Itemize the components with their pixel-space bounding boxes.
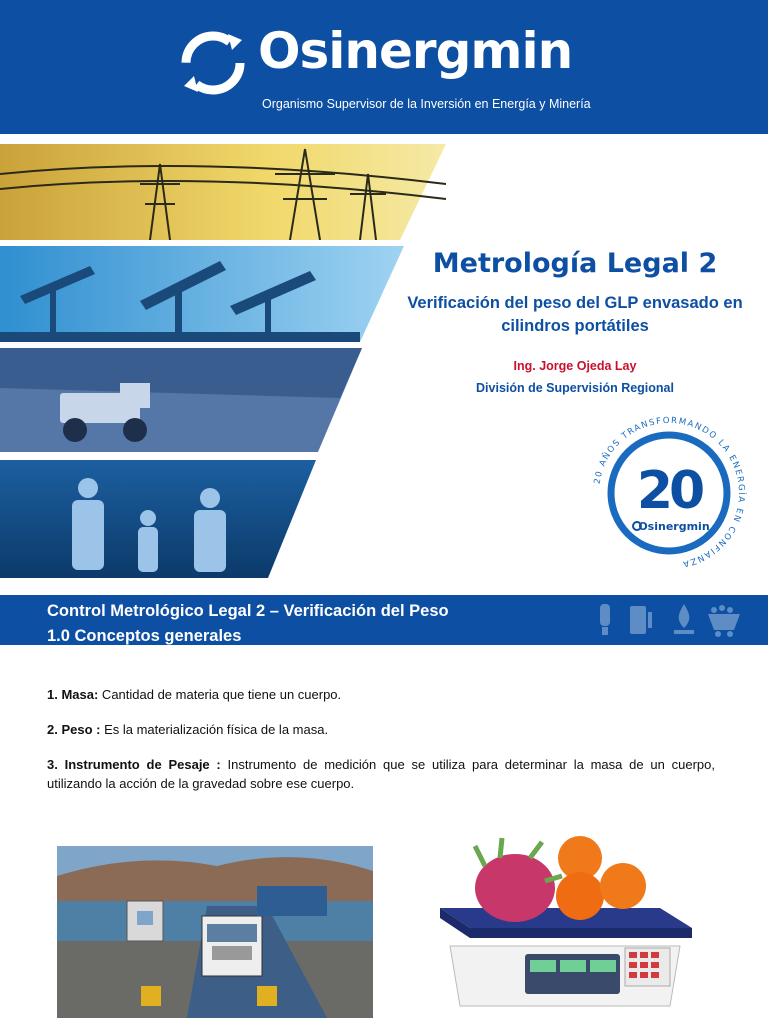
header-bar	[0, 0, 768, 134]
author-name: Ing. Jorge Ojeda Lay	[513, 359, 637, 373]
division-name: División de Supervisión Regional	[476, 381, 674, 395]
banner-oil-photo	[0, 246, 404, 342]
lightbulb-icon	[600, 604, 610, 635]
definition-item: 2. Peso : Es la materialización física de la masa.	[47, 721, 329, 737]
truck-weighbridge-photo	[57, 846, 373, 1018]
page-title: Metrología Legal 2	[432, 248, 718, 279]
definition-item: 1. Masa: Cantidad de materia que tiene un cuerpo.	[47, 687, 342, 702]
sector-icons	[594, 600, 744, 640]
banner-people-photo	[0, 460, 316, 578]
definitions-list	[47, 686, 715, 809]
digital-scale-photo	[430, 836, 700, 1016]
banner-mining-photo	[0, 348, 362, 452]
mining-cart-icon	[708, 605, 740, 637]
brand-tagline: Organismo Supervisor de la Inversión en Energía y Minería	[262, 97, 591, 111]
brand-name: Osinergmin	[258, 22, 573, 80]
page-subtitle: Verificación del peso del GLP envasado en cilindros portátiles	[407, 294, 743, 336]
anniversary-seal	[588, 412, 750, 574]
section-title	[47, 599, 449, 649]
gas-flame-icon	[674, 604, 694, 634]
banner-electricity-photo	[0, 144, 446, 240]
anniversary-brand: Osinergmin	[638, 520, 710, 533]
section-title-line1: Control Metrológico Legal 2 – Verificación del Peso	[47, 602, 449, 620]
anniversary-ring-text: 20 AÑOS TRANSFORMANDO LA ENERGÍA EN CONFIANZA	[592, 415, 747, 569]
fuel-pump-icon	[630, 606, 652, 634]
osinergmin-logo-icon	[176, 26, 250, 100]
section-title-line2: 1.0 Conceptos generales	[47, 626, 242, 645]
anniversary-number: 20	[636, 461, 702, 521]
definition-item: 3. Instrumento de Pesaje : Instrumento de medición que se utiliza para determinar la masa de un cuerpo, utilizando la acción de la gravedad sobre ese cuerpo.	[47, 756, 715, 791]
